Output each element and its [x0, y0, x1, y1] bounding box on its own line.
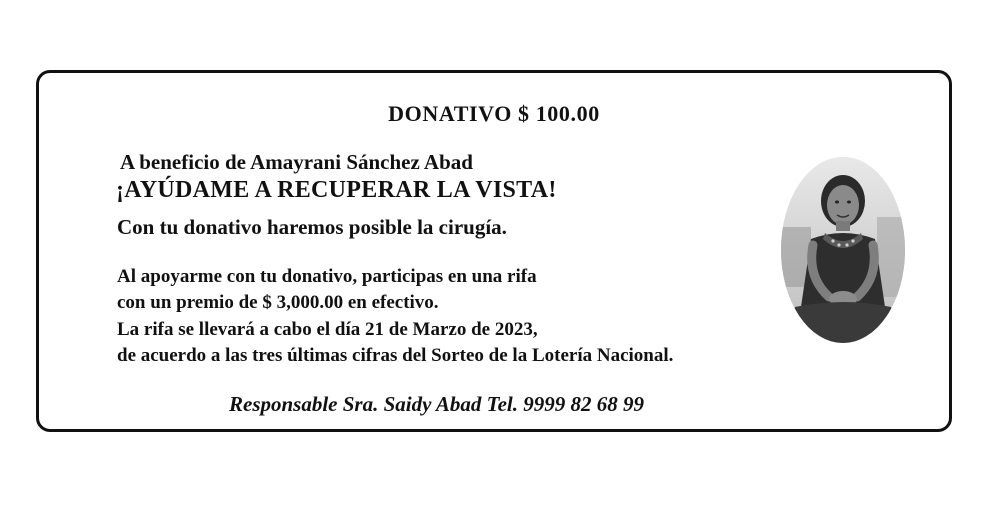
raffle-line-2: con un premio de $ 3,000.00 en efectivo.	[117, 292, 439, 313]
surgery-text: Con tu donativo haremos posible la cirugía.	[117, 215, 507, 239]
raffle-line-1: Al apoyarme con tu donativo, participas en una rifa	[117, 266, 537, 287]
beneficiary-photo	[781, 157, 905, 343]
responsible-contact: Responsable Sra. Saidy Abad Tel. 9999 82 68 99	[229, 392, 644, 416]
raffle-line-4: de acuerdo a las tres últimas cifras del Sorteo de la Lotería Nacional.	[117, 345, 674, 366]
headline-text: ¡AYÚDAME A RECUPERAR LA VISTA!	[116, 177, 557, 203]
donation-title: DONATIVO $ 100.00	[388, 101, 600, 126]
beneficiary-text: A beneficio de Amayrani Sánchez Abad	[120, 150, 473, 174]
portrait-illustration	[781, 157, 905, 343]
donation-card	[36, 70, 952, 432]
raffle-line-3: La rifa se llevará a cabo el día 21 de Marzo de 2023,	[117, 319, 538, 340]
